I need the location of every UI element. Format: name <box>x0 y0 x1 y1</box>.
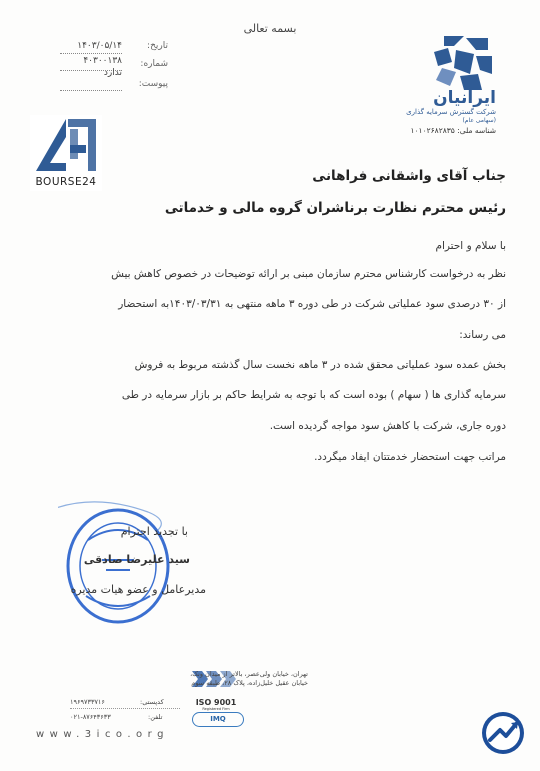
body-line: می رساند: <box>459 329 506 341</box>
body-line: سرمایه گذاری ها ( سهام ) بوده است که با توجه به شرایط حاکم بر بازار سرمایه در طی <box>121 389 506 401</box>
recipient-title: رئیس محترم نظارت برناشران گروه مالی و خدماتی <box>164 200 506 216</box>
signer-name: سید علیرضا صادقی <box>83 553 190 566</box>
body-line: نظر به درخواست کارشناس محترم سازمان مبنی بر ارائه توضیحات در خصوص کاهش بیش <box>111 268 506 280</box>
imq-badge: IMQ <box>192 712 244 727</box>
date-label: تاریخ: <box>147 41 168 51</box>
iso-registered: Registered Firm <box>202 707 230 711</box>
signer-title: مدیرعامل و عضو هیات مدیره <box>70 583 206 596</box>
watermark-badge-icon <box>480 710 526 756</box>
national-id: شناسه ملی: ۱۰۱۰۲۶۸۲۸۳۵ <box>410 126 496 135</box>
address-line-1: تهران، خیابان ولی‌عصر، بالاتر از میدان ونک، <box>190 670 308 678</box>
address-line-2: خیابان عقیل خلیل‌زاده، پلاک ۲۸، طبقه سوم <box>191 679 308 687</box>
website: www.3ico.org <box>36 729 169 740</box>
body-line: از ۳۰ درصدی سود عملیاتی شرکت در طی دوره ۳ ماهه منتهی به ۱۴۰۳/۰۳/۳۱به استحضار <box>118 298 506 310</box>
date-value: ۱۴۰۳/۰۵/۱۴ <box>77 41 122 51</box>
company-subtitle: شرکت گسترش سرمایه گذاری <box>406 108 496 116</box>
attachment-dots <box>60 90 122 91</box>
recipient-name: جناب آقای واشقانی فراهانی <box>312 168 506 184</box>
iso-badge: ISO 9001 <box>195 698 237 707</box>
greeting: با سلام و احترام <box>435 240 506 252</box>
bourse24-text: BOURSE24 <box>35 176 97 188</box>
attachment-value: ندارد <box>103 68 122 78</box>
company-type: (سهامی عام) <box>462 117 496 124</box>
attachment-label: پیوست: <box>138 79 168 89</box>
company-logo-icon <box>430 34 496 94</box>
body-line: دوره جاری، شرکت با کاهش سود مواجه گردیده است. <box>269 420 506 432</box>
body-line: مراتب جهت استحضار خدمتتان ایفاد میگردد. <box>314 451 506 463</box>
number-label: شماره: <box>140 59 168 69</box>
number-value: ۴۰۳۰۰۱۳۸ <box>83 56 122 66</box>
date-dots <box>60 53 122 54</box>
phone-label: تلفن: <box>148 713 163 721</box>
company-name: ایرانیان <box>433 88 496 108</box>
phone-value: ۰۲۱-۸۷۶۴۳۶۳۳ <box>70 713 111 721</box>
postal-value: ۱۹۶۹۷۳۳۷۱۶ <box>70 698 105 706</box>
footer-divider <box>70 708 180 709</box>
body-line: بخش عمده سود عملیاتی محقق شده در ۳ ماهه نخست سال گذشته مربوط به فروش <box>134 359 506 371</box>
basmala: بسمه تعالی <box>243 22 297 35</box>
closing-text: با تجدید احترام <box>120 525 188 538</box>
postal-label: کدپستی: <box>140 698 164 706</box>
